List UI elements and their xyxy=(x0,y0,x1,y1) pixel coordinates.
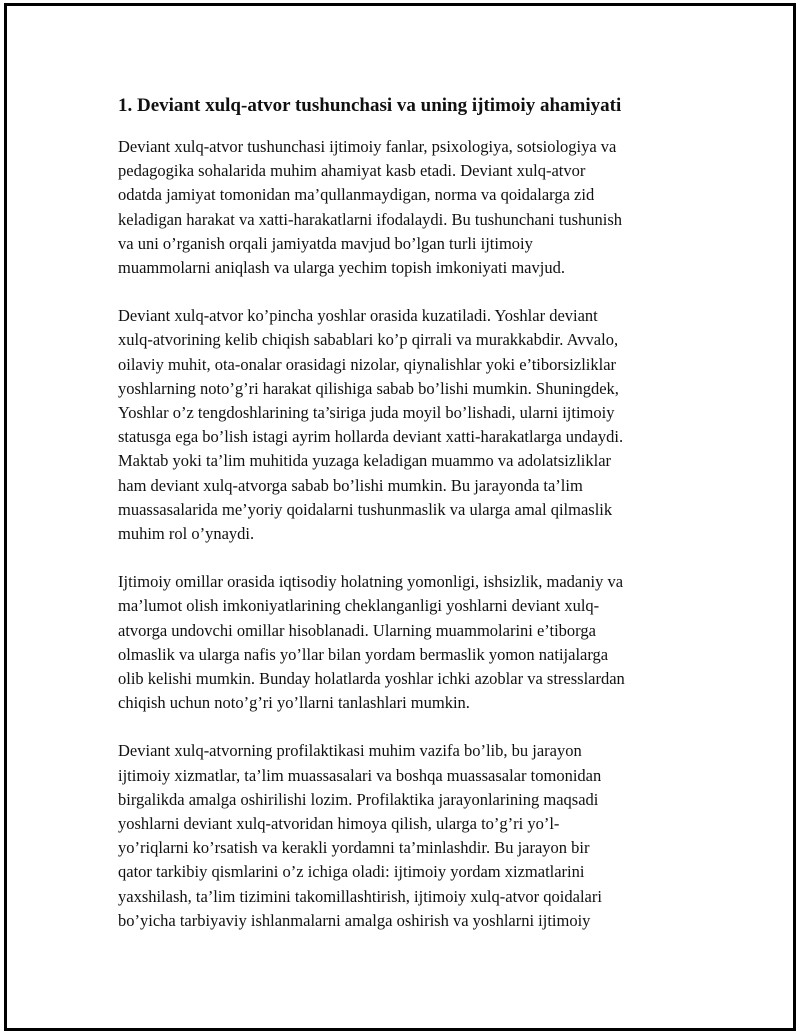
text-line: olmaslik va ularga nafis yo’llar bilan yordam bermaslik yomon natijalarga xyxy=(118,644,609,664)
text-line: Deviant xulq-atvorning profilaktikasi muhim vazifa bo’lib, bu jarayon xyxy=(118,741,582,761)
text-line: yo’riqlarni ko’rsatish va kerakli yordamni ta’minlashdir. Bu jarayon bir xyxy=(118,838,590,858)
section-title: 1. Deviant xulq-atvor tushunchasi va uning ijtimoiy ahamiyati xyxy=(118,95,622,116)
text-line: yoshlarning noto’g’ri harakat qilishiga sabab bo’lishi mumkin. Shuningdek, xyxy=(118,378,619,398)
text-line: statusga ega bo’lish istagi ayrim hollarda deviant xatti-harakatlarga undaydi. xyxy=(118,427,624,447)
text-line: xulq-atvorining kelib chiqish sabablari ko’p qirrali va murakkabdir. Avvalo, xyxy=(118,330,619,350)
paragraph-2 xyxy=(118,304,693,546)
paragraph-1 xyxy=(118,135,693,280)
text-line: chiqish uchun noto’g’ri yo’llarni tanlashlari mumkin. xyxy=(118,693,470,713)
text-line: olib kelishi mumkin. Bunday holatlarda yoshlar ichki azoblar va stresslardan xyxy=(118,669,625,689)
text-line: pedagogika sohalarida muhim ahamiyat kasb etadi. Deviant xulq-atvor xyxy=(118,161,586,181)
text-line: Maktab yoki ta’lim muhitida yuzaga keladigan muammo va adolatsizliklar xyxy=(118,451,612,471)
text-line: muhim rol o’ynaydi. xyxy=(118,524,255,544)
text-line: atvorga undovchi omillar hisoblanadi. Ularning muammolarini e’tiborga xyxy=(118,620,596,640)
text-line: muammolarni aniqlash va ularga yechim topish imkoniyati mavjud. xyxy=(118,258,565,278)
text-line: qator tarkibiy qismlarini o’z ichiga oladi: ijtimoiy yordam xizmatlarini xyxy=(118,862,585,882)
paragraph-3 xyxy=(118,570,693,715)
text-line: Deviant xulq-atvor ko’pincha yoshlar orasida kuzatiladi. Yoshlar deviant xyxy=(118,306,598,326)
text-line: ma’lumot olish imkoniyatlarining cheklanganligi yoshlarni deviant xulq- xyxy=(118,596,600,616)
text-line: birgalikda amalga oshirilishi lozim. Profilaktika jarayonlarining maqsadi xyxy=(118,789,599,809)
text-line: ham deviant xulq-atvorga sabab bo’lishi mumkin. Bu jarayonda ta’lim xyxy=(118,475,583,495)
text-line: keladigan harakat va xatti-harakatlarni ifodalaydi. Bu tushunchani tushunish xyxy=(118,209,623,229)
text-line: yoshlarni deviant xulq-atvoridan himoya qilish, ularga to’g’ri yo’l- xyxy=(118,814,560,834)
text-line: Deviant xulq-atvor tushunchasi ijtimoiy fanlar, psixologiya, sotsiologiya va xyxy=(118,137,617,156)
document-body xyxy=(118,94,693,957)
paragraph-4 xyxy=(118,739,693,933)
text-line: bo’yicha tarbiyaviy ishlanmalarni amalga oshirish va yoshlarni ijtimoiy xyxy=(118,910,591,930)
text-line: ijtimoiy xizmatlar, ta’lim muassasalari va boshqa muassasalar tomonidan xyxy=(118,765,602,785)
text-line: Ijtimoiy omillar orasida iqtisodiy holatning yomonligi, ishsizlik, madaniy va xyxy=(118,572,624,592)
text-line: va uni o’rganish orqali jamiyatda mavjud bo’lgan turli ijtimoiy xyxy=(118,233,533,253)
text-line: oilaviy muhit, ota-onalar orasidagi nizolar, qiynalishlar yoki e’tiborsizliklar xyxy=(118,354,617,374)
text-line: yaxshilash, ta’lim tizimini takomillashtirish, ijtimoiy xulq-atvor qoidalari xyxy=(118,886,602,906)
text-line: muassasalarida me’yoriy qoidalarni tushunmaslik va ularga amal qilmaslik xyxy=(118,499,613,519)
text-line: Yoshlar o’z tengdoshlarining ta’siriga juda moyil bo’lishadi, ularni ijtimoiy xyxy=(118,403,615,423)
text-line: odatda jamiyat tomonidan ma’qullanmaydigan, norma va qoidalarga zid xyxy=(118,185,595,205)
